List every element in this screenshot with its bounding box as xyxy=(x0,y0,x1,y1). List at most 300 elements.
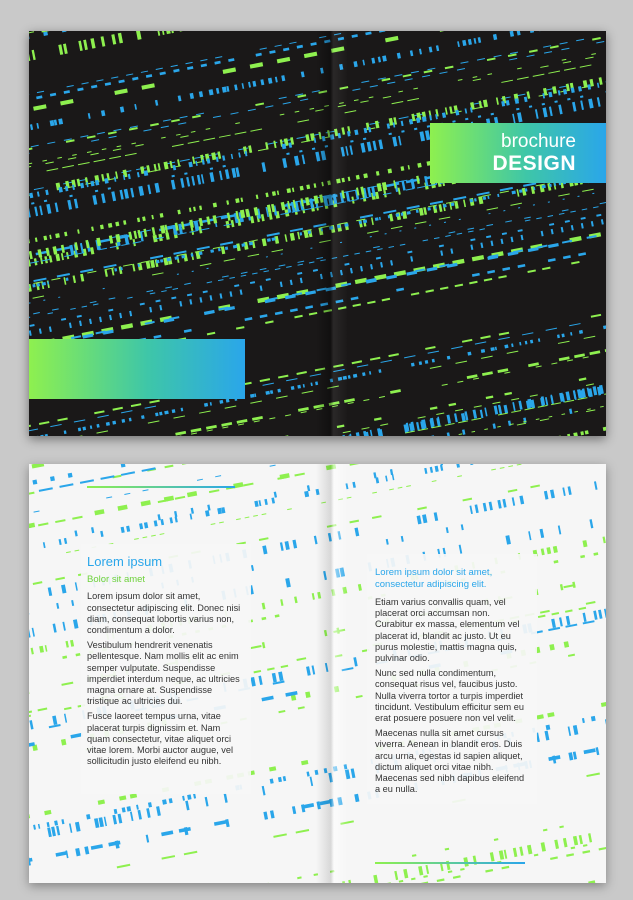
dash-mark xyxy=(39,646,44,653)
dash-mark xyxy=(77,179,81,187)
dash-mark xyxy=(544,491,549,500)
dash-mark xyxy=(383,210,396,214)
dash-mark xyxy=(583,748,595,754)
dash-mark xyxy=(294,156,300,166)
cover-title-box xyxy=(430,123,606,183)
dash-mark xyxy=(348,402,354,404)
dash-mark xyxy=(390,389,401,394)
dash-mark xyxy=(414,128,417,131)
dash-mark xyxy=(573,751,577,759)
dash-mark xyxy=(90,425,93,429)
dash-mark xyxy=(197,479,203,481)
dash-mark xyxy=(171,180,176,190)
dash-mark xyxy=(216,88,220,94)
dash-mark xyxy=(544,51,552,54)
dash-mark xyxy=(429,224,431,225)
dash-mark xyxy=(75,582,78,591)
dash-mark xyxy=(559,617,563,626)
dash-mark xyxy=(406,211,410,215)
dash-mark xyxy=(593,611,597,620)
dash-mark xyxy=(428,351,439,354)
dash-mark xyxy=(61,318,66,321)
dash-mark xyxy=(184,851,198,856)
dash-mark xyxy=(480,335,490,339)
dash-mark xyxy=(525,341,528,345)
dash-mark xyxy=(169,798,173,803)
dash-mark xyxy=(146,808,150,818)
dash-mark xyxy=(484,407,487,416)
dash-mark xyxy=(74,530,77,536)
dash-mark xyxy=(583,844,588,847)
dash-mark xyxy=(407,251,412,254)
dash-mark xyxy=(60,99,74,106)
dash-mark xyxy=(547,712,554,717)
dash-mark xyxy=(562,209,569,211)
dash-mark xyxy=(33,581,43,585)
dash-mark xyxy=(455,284,464,288)
dash-mark xyxy=(123,264,132,267)
dash-mark xyxy=(29,429,38,432)
dash-mark xyxy=(173,165,177,171)
dash-mark xyxy=(382,182,387,191)
dash-mark xyxy=(558,193,570,196)
dash-mark xyxy=(268,78,273,84)
dash-mark xyxy=(109,315,112,321)
dash-mark xyxy=(376,171,380,176)
dash-mark xyxy=(348,375,351,379)
dash-mark xyxy=(550,396,554,405)
dash-mark xyxy=(281,435,289,436)
dash-mark xyxy=(265,105,273,108)
dash-mark xyxy=(447,432,450,436)
dash-mark xyxy=(561,227,564,233)
dash-mark xyxy=(493,34,497,40)
dash-mark xyxy=(175,431,186,436)
dash-mark xyxy=(579,330,583,334)
dash-mark xyxy=(58,187,63,193)
dash-mark xyxy=(403,74,412,78)
dash-mark xyxy=(280,542,284,551)
dash-mark xyxy=(471,431,475,433)
dash-mark xyxy=(102,148,107,150)
dash-mark xyxy=(188,162,193,168)
dash-mark xyxy=(417,506,427,510)
dash-mark xyxy=(581,217,586,220)
dash-mark xyxy=(310,248,312,249)
dash-mark xyxy=(29,166,31,169)
dash-mark xyxy=(117,505,127,511)
dash-mark xyxy=(100,225,104,230)
dash-mark xyxy=(235,198,239,203)
dash-mark xyxy=(264,499,268,505)
dash-mark xyxy=(465,108,468,113)
dash-mark xyxy=(57,417,67,421)
dash-mark xyxy=(462,498,472,502)
dash-mark xyxy=(451,203,455,207)
dash-mark xyxy=(74,419,85,422)
dash-mark xyxy=(479,228,485,230)
dash-mark xyxy=(152,272,164,275)
dash-mark xyxy=(61,253,64,260)
dash-mark xyxy=(487,270,495,274)
dash-mark xyxy=(548,258,556,262)
dash-mark xyxy=(312,148,315,151)
dash-mark xyxy=(523,182,536,186)
dash-mark xyxy=(417,515,422,524)
dash-mark xyxy=(190,93,195,99)
dash-mark xyxy=(65,641,68,648)
dash-mark xyxy=(252,272,258,274)
dash-mark xyxy=(501,80,513,83)
dash-mark xyxy=(224,258,236,261)
dash-mark xyxy=(591,716,596,721)
dash-mark xyxy=(260,47,267,49)
dash-mark xyxy=(171,119,180,123)
dash-mark xyxy=(141,71,148,73)
dash-mark xyxy=(558,341,570,344)
dash-mark xyxy=(29,208,31,218)
dash-mark xyxy=(72,154,77,156)
dash-mark xyxy=(33,104,47,111)
dash-mark xyxy=(479,101,483,109)
dash-mark xyxy=(361,81,369,84)
dash-mark xyxy=(277,57,291,64)
dash-mark xyxy=(139,523,143,529)
dash-mark xyxy=(281,665,289,668)
left-subheading: Bolor sit amet xyxy=(87,574,146,586)
dash-mark xyxy=(427,68,435,71)
dash-mark xyxy=(418,416,426,419)
dash-mark xyxy=(353,374,357,378)
dash-mark xyxy=(222,426,228,428)
dash-mark xyxy=(604,609,606,618)
dash-mark xyxy=(261,214,265,221)
dash-mark xyxy=(171,296,176,299)
dash-mark xyxy=(29,251,33,259)
dash-mark xyxy=(526,55,534,58)
dash-mark xyxy=(530,484,540,488)
dash-mark xyxy=(132,77,138,81)
dash-mark xyxy=(154,164,157,172)
dash-mark xyxy=(582,718,585,723)
dash-mark xyxy=(350,268,353,274)
dash-mark xyxy=(131,403,141,407)
dash-mark xyxy=(594,481,598,490)
dash-mark xyxy=(541,842,546,852)
dash-mark xyxy=(45,645,48,652)
dash-mark xyxy=(90,181,94,187)
dash-mark xyxy=(114,88,128,95)
dash-mark xyxy=(69,823,72,833)
dash-mark xyxy=(111,268,114,276)
dash-mark xyxy=(37,249,42,257)
dash-mark xyxy=(527,845,532,855)
dash-mark xyxy=(58,297,60,298)
dash-mark xyxy=(565,391,570,400)
dash-mark xyxy=(568,486,572,495)
dash-mark xyxy=(122,807,126,812)
dash-mark xyxy=(540,65,548,68)
dash-mark xyxy=(161,126,169,129)
dash-mark xyxy=(439,217,451,220)
dash-mark xyxy=(582,208,588,210)
dash-mark xyxy=(354,99,359,101)
dash-mark xyxy=(251,565,254,571)
dash-mark xyxy=(518,229,523,232)
dash-mark xyxy=(237,419,248,424)
dash-mark xyxy=(121,419,125,423)
dash-mark xyxy=(185,62,192,64)
dash-mark xyxy=(188,141,200,144)
dash-mark xyxy=(548,243,559,248)
dash-mark xyxy=(498,337,509,340)
dash-mark xyxy=(262,642,266,648)
dash-mark xyxy=(32,480,37,485)
dash-mark xyxy=(430,467,433,473)
dash-mark xyxy=(379,396,385,398)
dash-mark xyxy=(266,278,271,281)
dash-mark xyxy=(39,487,53,492)
dash-mark xyxy=(570,332,572,336)
dash-mark xyxy=(389,488,394,490)
dash-mark xyxy=(504,850,508,859)
dash-mark xyxy=(416,209,419,213)
dash-mark xyxy=(573,836,578,846)
dash-mark xyxy=(535,109,539,119)
dash-mark xyxy=(296,829,310,834)
dash-mark xyxy=(249,242,253,246)
dash-mark xyxy=(162,799,167,804)
dash-mark xyxy=(96,424,99,428)
dash-mark xyxy=(418,866,423,876)
dash-mark xyxy=(111,76,118,78)
dash-mark xyxy=(386,275,397,280)
dash-mark xyxy=(202,159,205,164)
dash-mark xyxy=(348,880,352,883)
dash-mark xyxy=(450,248,453,254)
dash-mark xyxy=(32,464,45,469)
dash-mark xyxy=(215,56,222,58)
dash-mark xyxy=(55,233,60,238)
dash-mark xyxy=(241,275,247,277)
dash-mark xyxy=(69,322,72,328)
dash-mark xyxy=(267,232,280,236)
dash-mark xyxy=(61,682,73,686)
dash-mark xyxy=(359,220,362,224)
dash-mark xyxy=(589,350,600,355)
dash-mark xyxy=(534,854,539,857)
dash-mark xyxy=(363,173,368,178)
dash-mark xyxy=(146,74,152,78)
dash-mark xyxy=(209,89,214,95)
dash-mark xyxy=(397,53,401,59)
dash-mark xyxy=(546,547,551,554)
dash-mark xyxy=(45,190,49,196)
dash-mark xyxy=(114,809,118,814)
dash-mark xyxy=(200,263,212,266)
dash-mark xyxy=(477,58,485,61)
dash-mark xyxy=(292,540,297,549)
dash-mark xyxy=(210,167,213,170)
dash-mark xyxy=(401,121,404,126)
dash-mark xyxy=(566,616,571,625)
dash-mark xyxy=(447,263,458,268)
dash-mark xyxy=(399,880,404,883)
dash-mark xyxy=(163,119,171,122)
dash-mark xyxy=(500,467,505,469)
dash-mark xyxy=(254,420,260,422)
dash-mark xyxy=(137,217,140,222)
dash-mark xyxy=(72,516,82,520)
dash-mark xyxy=(29,153,30,156)
dash-mark xyxy=(248,82,251,88)
dash-mark xyxy=(561,48,569,51)
dash-mark xyxy=(252,81,256,87)
dash-mark xyxy=(262,786,266,796)
dash-mark xyxy=(360,100,368,103)
dash-mark xyxy=(252,416,263,421)
dash-mark xyxy=(459,545,463,554)
dash-mark xyxy=(509,58,517,61)
dash-mark xyxy=(478,115,481,118)
dash-mark xyxy=(303,384,305,388)
dash-mark xyxy=(588,833,592,842)
dash-mark xyxy=(173,415,185,418)
dash-mark xyxy=(259,500,262,506)
dash-mark xyxy=(530,394,538,397)
dash-mark xyxy=(309,261,315,263)
dash-mark xyxy=(565,220,570,223)
dash-mark xyxy=(145,406,156,409)
dash-mark xyxy=(373,472,376,478)
dash-mark xyxy=(203,290,208,293)
dash-mark xyxy=(600,202,606,204)
dash-mark xyxy=(187,66,193,70)
dash-mark xyxy=(29,317,30,319)
dash-mark xyxy=(484,428,488,430)
dash-mark xyxy=(490,241,493,247)
dash-mark xyxy=(364,128,368,134)
dash-mark xyxy=(574,411,578,413)
dash-mark xyxy=(570,211,576,213)
dash-mark xyxy=(580,555,585,558)
dash-mark xyxy=(404,355,415,358)
dash-mark xyxy=(299,150,302,153)
dash-mark xyxy=(258,676,262,685)
dash-mark xyxy=(386,882,391,883)
dash-mark xyxy=(46,168,58,171)
dash-mark xyxy=(297,876,302,879)
dash-mark xyxy=(482,371,493,376)
dash-mark xyxy=(155,412,158,416)
dash-mark xyxy=(138,810,142,820)
dash-mark xyxy=(601,219,604,225)
dash-mark xyxy=(56,826,60,836)
dash-mark xyxy=(529,49,538,53)
dash-mark xyxy=(504,372,510,374)
dash-mark xyxy=(130,188,134,198)
dash-mark xyxy=(430,406,438,410)
dash-mark xyxy=(518,401,522,410)
dash-mark xyxy=(300,99,308,102)
dash-mark xyxy=(275,45,282,47)
dash-mark xyxy=(390,469,393,475)
dash-mark xyxy=(189,207,192,212)
dash-mark xyxy=(356,695,363,698)
dash-mark xyxy=(184,283,191,285)
dash-mark xyxy=(185,801,189,811)
dash-mark xyxy=(64,430,67,434)
dash-mark xyxy=(388,353,398,357)
dash-mark xyxy=(300,278,303,284)
dash-mark xyxy=(187,293,192,296)
dash-mark xyxy=(225,169,230,179)
dash-mark xyxy=(77,87,83,91)
dash-mark xyxy=(500,187,513,191)
dash-mark xyxy=(561,333,564,337)
cover-title-line1: brochure xyxy=(501,131,576,152)
dash-mark xyxy=(375,121,380,129)
right-paragraph-2: Nunc sed nulla condimentum, consequat risus vel, faucibus justo. Nulla viverra tortor a turpis imperdiet tincidunt. Vestibulum efficitur sem eu erat posuere posuere non vel velit. xyxy=(375,668,524,724)
dash-mark xyxy=(197,175,201,185)
dash-mark xyxy=(542,267,551,271)
dash-mark xyxy=(74,550,79,552)
dash-mark xyxy=(278,672,283,682)
dash-mark xyxy=(538,615,546,618)
dash-mark xyxy=(312,593,315,600)
dash-mark xyxy=(348,177,351,182)
dash-mark xyxy=(191,432,197,434)
dash-mark xyxy=(144,522,148,528)
dash-mark xyxy=(171,175,174,178)
dash-mark xyxy=(250,677,255,687)
dash-mark xyxy=(112,407,122,411)
dash-mark xyxy=(256,195,259,200)
dash-mark xyxy=(603,427,606,431)
dash-mark xyxy=(61,739,67,746)
dash-mark xyxy=(411,363,415,367)
dash-mark xyxy=(388,169,393,174)
dash-mark xyxy=(401,130,404,133)
dash-mark xyxy=(360,266,363,272)
dash-mark xyxy=(70,308,76,310)
dash-mark xyxy=(349,464,359,466)
dash-mark xyxy=(296,371,306,375)
dash-mark xyxy=(91,85,97,89)
dash-mark xyxy=(519,189,522,193)
dash-mark xyxy=(260,378,270,382)
dash-mark xyxy=(377,248,383,250)
dash-mark xyxy=(96,430,108,433)
dash-mark xyxy=(372,141,376,151)
dash-mark xyxy=(66,551,71,553)
dash-mark xyxy=(472,273,480,277)
dash-mark xyxy=(425,289,434,293)
dash-mark xyxy=(255,102,264,106)
dash-mark xyxy=(380,262,383,268)
dash-mark xyxy=(354,794,359,802)
dash-mark xyxy=(115,234,120,243)
dash-mark xyxy=(220,241,233,245)
dash-mark xyxy=(33,296,45,299)
dash-mark xyxy=(176,134,181,136)
dash-mark xyxy=(58,44,63,55)
dash-mark xyxy=(432,480,437,482)
dash-mark xyxy=(234,284,239,287)
dash-mark xyxy=(478,196,483,204)
dash-mark xyxy=(75,822,81,832)
dash-mark xyxy=(287,188,292,193)
